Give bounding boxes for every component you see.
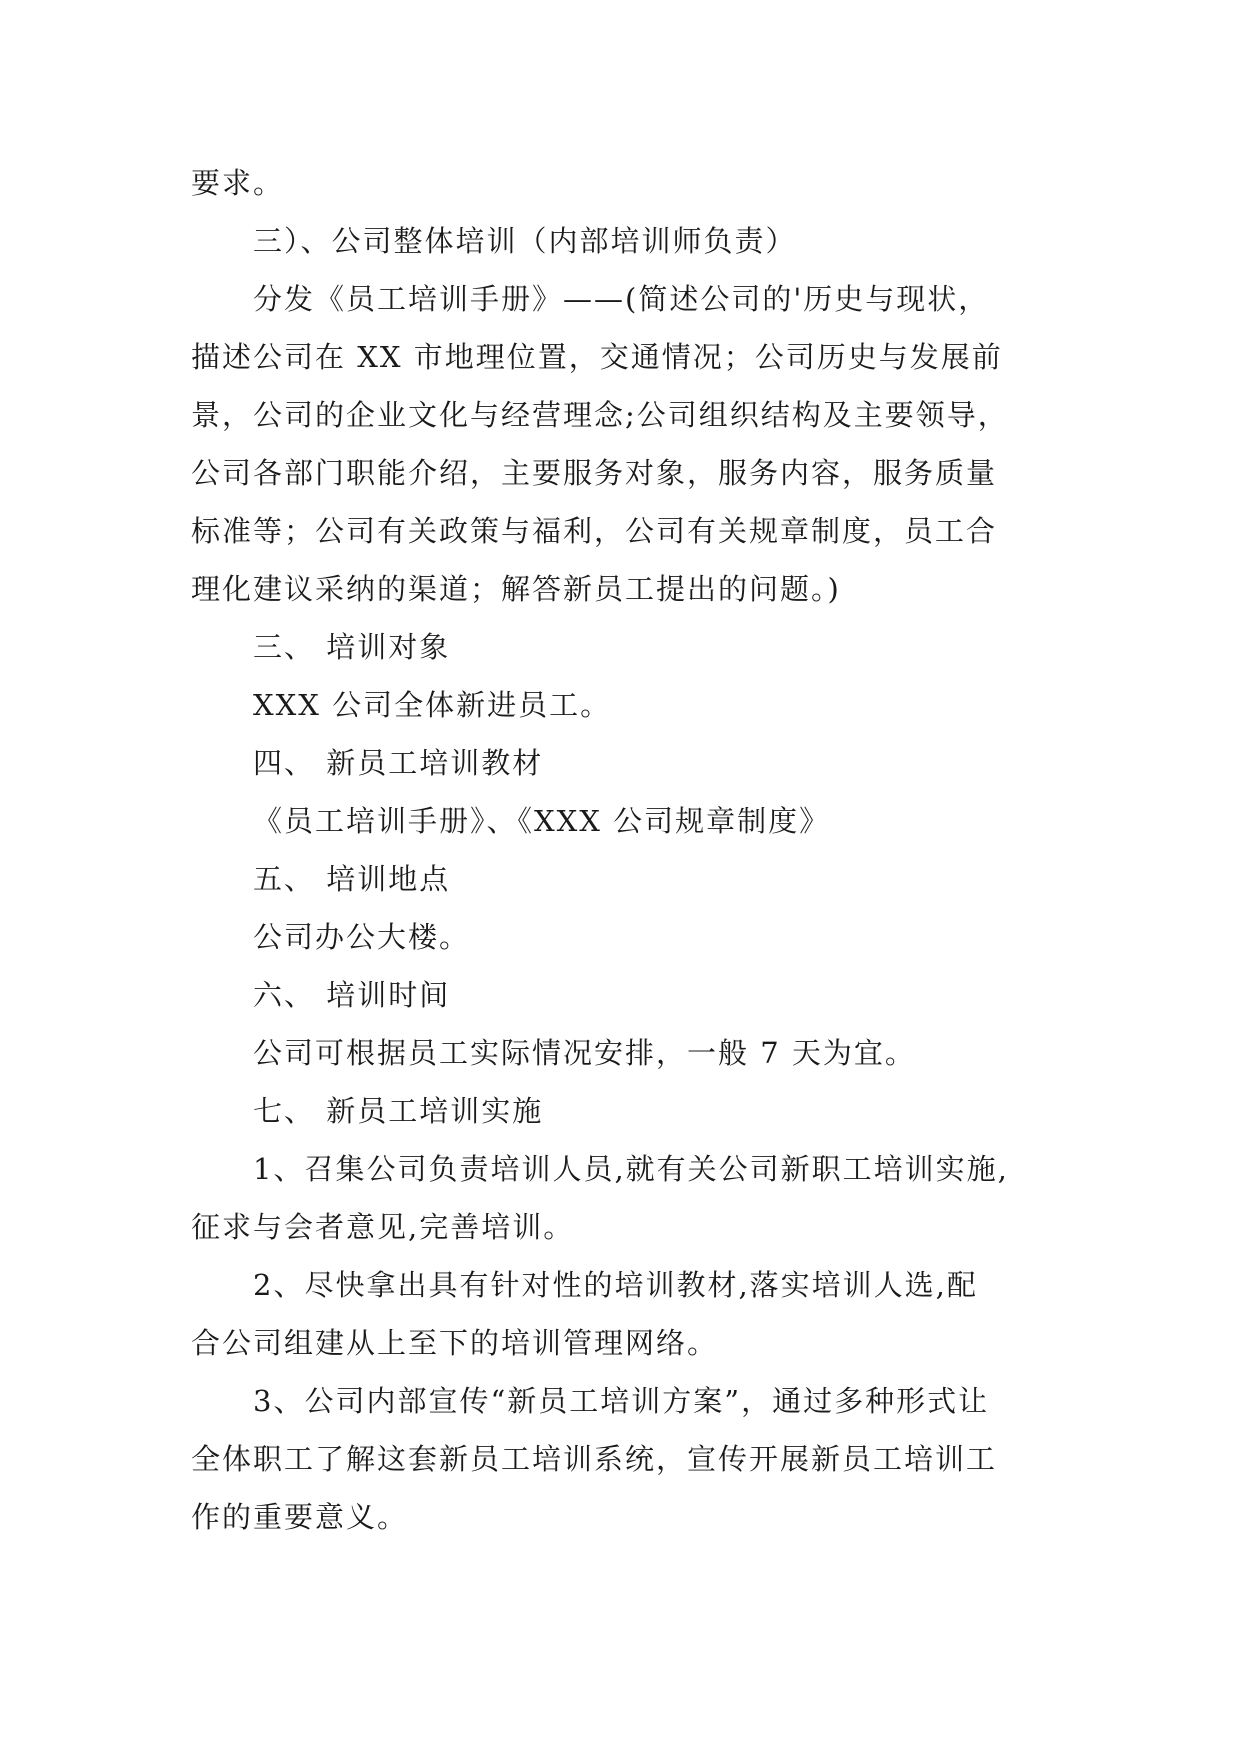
section-heading: 四、 新员工培训教材 <box>253 746 544 780</box>
paragraph-line: 征求与会者意见,完善培训。 <box>191 1210 575 1244</box>
paragraph-line: 2、尽快拿出具有针对性的培训教材,落实培训人选,配 <box>253 1268 978 1302</box>
paragraph-line: 分发《员工培训手册》——(简述公司的'历史与现状， <box>253 282 990 316</box>
paragraph-line: 公司可根据员工实际情况安排，一般 7 天为宜。 <box>253 1036 916 1070</box>
section-heading: 三）、公司整体培训（内部培训师负责） <box>253 224 797 258</box>
paragraph-line: XXX 公司全体新进员工。 <box>253 688 612 722</box>
paragraph-line: 要求。 <box>191 166 285 200</box>
paragraph-line: 1、召集公司负责培训人员,就有关公司新职工培训实施, <box>253 1152 1009 1186</box>
paragraph-line: 景，公司的企业文化与经营理念;公司组织结构及主要领导， <box>191 398 1009 432</box>
paragraph-line: 全体职工了解这套新员工培训系统，宣传开展新员工培训工 <box>191 1442 998 1476</box>
section-heading: 六、 培训时间 <box>253 978 451 1012</box>
section-heading: 五、 培训地点 <box>253 862 451 896</box>
paragraph-line: 3、公司内部宣传“新员工培训方案”，通过多种形式让 <box>253 1384 990 1418</box>
paragraph-line: 公司办公大楼。 <box>253 920 471 954</box>
paragraph-line: 作的重要意义。 <box>191 1500 409 1534</box>
paragraph-line: 描述公司在 XX 市地理位置，交通情况；公司历史与发展前 <box>191 340 1003 374</box>
section-heading: 七、 新员工培训实施 <box>253 1094 544 1128</box>
paragraph-line: 《员工培训手册》、《XXX 公司规章制度》 <box>253 804 831 838</box>
section-heading: 三、 培训对象 <box>253 630 451 664</box>
paragraph-line: 标准等；公司有关政策与福利，公司有关规章制度，员工合 <box>191 514 998 548</box>
paragraph-line: 理化建议采纳的渠道；解答新员工提出的问题。) <box>191 572 841 606</box>
paragraph-line: 合公司组建从上至下的培训管理网络。 <box>191 1326 719 1360</box>
paragraph-line: 公司各部门职能介绍，主要服务对象，服务内容，服务质量 <box>191 456 998 490</box>
